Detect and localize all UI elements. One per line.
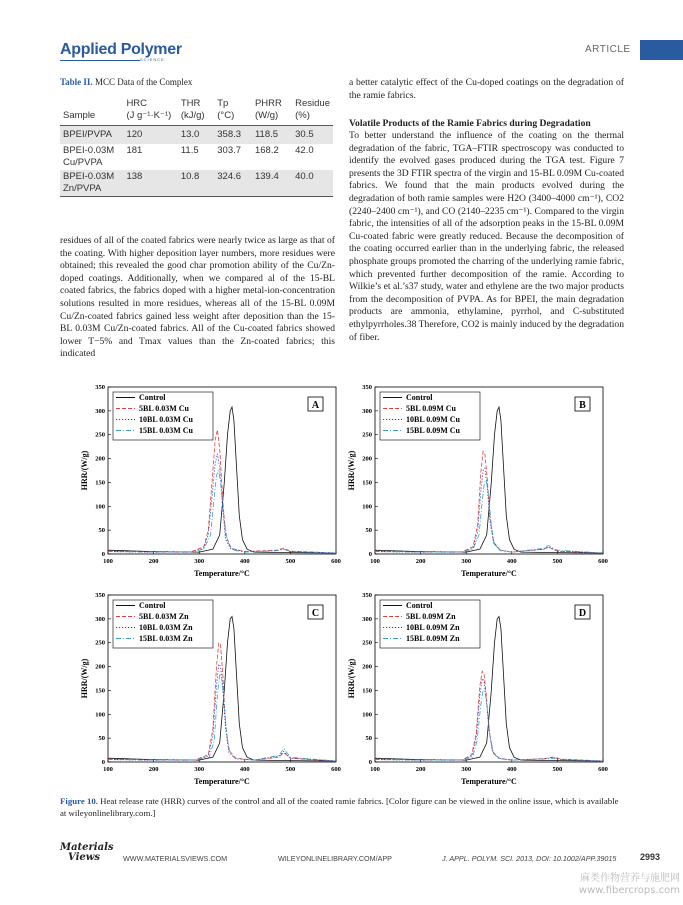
y-tick-label: 300: [95, 407, 105, 415]
y-tick-label: 200: [95, 663, 105, 671]
y-tick-label: 150: [95, 687, 105, 695]
x-tick-label: 100: [103, 766, 113, 773]
y-tick-label: 150: [362, 479, 372, 487]
y-tick-label: 350: [95, 592, 105, 599]
x-tick-label: 600: [331, 558, 341, 565]
hrr-chart-panel-d: [345, 590, 615, 790]
y-axis-label: HRR/(W/g): [347, 658, 356, 699]
y-tick-label: 300: [362, 407, 372, 415]
y-tick-label: 50: [365, 527, 372, 535]
series-line: [108, 430, 336, 553]
table-caption-text: MCC Data of the Complex: [92, 77, 193, 87]
table-header-cell: PHRR (W/g): [254, 98, 282, 121]
series-line: [375, 690, 603, 761]
x-tick-label: 100: [103, 558, 113, 565]
table-cell: 10.8: [180, 171, 200, 182]
table-row: [60, 170, 333, 197]
section-heading: Volatile Products of the Ramie Fabrics during Degradation: [349, 118, 591, 129]
legend-entry: 10BL 0.03M Cu: [139, 415, 194, 424]
table-cell: 120: [126, 129, 143, 140]
y-tick-label: 200: [362, 663, 372, 671]
x-tick-label: 500: [552, 766, 563, 773]
series-line: [108, 454, 336, 553]
materials-views-logo: Materials Views: [60, 842, 114, 863]
legend-entry: 15BL 0.09M Zn: [406, 634, 460, 643]
y-tick-label: 50: [365, 735, 372, 743]
x-axis-label: Temperature/°C: [194, 569, 250, 578]
table-header-cell: HRC (J g⁻¹·K⁻¹): [126, 98, 172, 121]
x-tick-label: 500: [285, 766, 296, 773]
legend-entry: 5BL 0.09M Zn: [406, 612, 456, 621]
series-line: [108, 643, 336, 761]
y-tick-label: 250: [362, 431, 372, 439]
section-color-bar: [640, 40, 683, 60]
x-tick-label: 200: [415, 558, 426, 565]
legend-entry: Control: [139, 601, 166, 610]
y-tick-label: 350: [95, 384, 105, 391]
x-tick-label: 300: [194, 766, 205, 773]
table-cell: 324.6: [217, 171, 242, 182]
x-tick-label: 300: [461, 558, 472, 565]
footer-library-link[interactable]: WILEYONLINELIBRARY.COM/APP: [278, 854, 392, 863]
y-tick-label: 150: [95, 479, 105, 487]
legend-entry: 10BL 0.09M Cu: [406, 415, 461, 424]
table-cell: 13.0: [180, 129, 200, 140]
table-cell: 11.5: [180, 145, 199, 156]
mcc-data-table: [60, 98, 333, 197]
legend-entry: 10BL 0.03M Zn: [139, 623, 193, 632]
y-tick-label: 50: [98, 735, 105, 743]
series-line: [375, 480, 603, 553]
legend-entry: 15BL 0.03M Zn: [139, 634, 193, 643]
series-line: [375, 468, 603, 553]
legend-entry: 15BL 0.03M Cu: [139, 426, 194, 435]
x-tick-label: 300: [461, 766, 472, 773]
legend-entry: Control: [406, 393, 433, 402]
table-header-cell: Tp (°C): [217, 98, 235, 121]
y-tick-label: 350: [362, 384, 372, 391]
legend-entry: 5BL 0.03M Cu: [139, 404, 190, 413]
x-axis-label: Temperature/°C: [194, 777, 250, 786]
table-cell: 42.0: [295, 145, 314, 156]
table-cell: BPEI-0.03M Zn/PVPA: [63, 171, 115, 194]
legend-entry: Control: [139, 393, 166, 402]
y-axis-label: HRR/(W/g): [80, 658, 89, 699]
legend-entry: 5BL 0.09M Cu: [406, 404, 457, 413]
x-tick-label: 400: [506, 558, 517, 565]
y-tick-label: 350: [362, 592, 372, 599]
y-tick-label: 100: [95, 711, 105, 719]
body-paragraph-left: residues of all of the coated fabrics were nearly twice as large as that of the coating. With higher deposition layer numbers, more residues were obtained; this revealed the good char promotion ability of the Cu/Zn-doped coatings. Additionally, when we compared al of the 15-BL coated fabrics, the fabrics doped with a higher metal-ion-concentration solutions resulted in more residues, whereas all of the 15-BL 0.09M Cu/Zn-coated fabrics gained less weight after deposition than the 15-BL 0.03M Cu/Zn-coated fabrics. All of the Cu-coated fabrics showed lower T−5% and Tmax values than the Zn-coated fabrics; this indicated: [60, 235, 335, 360]
x-tick-label: 200: [148, 558, 159, 565]
hrr-chart-panel-a: [78, 382, 348, 582]
x-tick-label: 200: [415, 766, 426, 773]
table-cell: BPEI-0.03M Cu/PVPA: [63, 145, 115, 168]
panel-letter: D: [578, 608, 587, 619]
y-axis-label: HRR/(W/g): [80, 450, 89, 491]
x-tick-label: 600: [331, 766, 341, 773]
legend-entry: 15BL 0.09M Cu: [406, 426, 461, 435]
x-tick-label: 400: [239, 766, 250, 773]
table-cell: 303.7: [217, 145, 242, 156]
y-tick-label: 100: [362, 711, 372, 719]
hrr-chart-panel-c: [78, 590, 348, 790]
legend-entry: 5BL 0.03M Zn: [139, 612, 189, 621]
y-tick-label: 200: [362, 455, 372, 463]
table-cell: 181: [126, 145, 143, 156]
journal-logo-subtitle: SCIENCE: [140, 57, 165, 62]
y-tick-label: 0: [101, 759, 105, 766]
table-header-cell: Residue (%): [295, 98, 330, 121]
table-cell: 118.5: [254, 129, 279, 140]
panel-letter: C: [311, 608, 320, 619]
hrr-chart-panel-b: [345, 382, 615, 582]
x-tick-label: 500: [285, 558, 296, 565]
y-tick-label: 300: [362, 615, 372, 623]
table-header-cell: Sample: [63, 110, 96, 121]
table-header-cell: THR (kJ/g): [180, 98, 205, 121]
y-tick-label: 0: [368, 759, 372, 766]
page-number: 2993: [640, 852, 661, 862]
y-tick-label: 50: [98, 527, 105, 535]
footer-citation: J. APPL. POLYM. SCI. 2013, DOI: 10.1002/APP.39015: [442, 854, 617, 863]
body-paragraph-right-2: To better understand the influence of the coating on the thermal degradation of the fabric, TGA–FTIR spectroscopy was conducted to identify the evolved gases produced during the TGA test. Figure 7 presents the 3D FTIR spectra of the virgin and 15-BL 0.09M Cu-coated fabrics. We found that the main products evolved during the degradation of both ramie samples were H2O (3400–4000 cm⁻¹), CO2 (2240–2400 cm⁻¹), and CO (2140–2235 cm⁻¹). Compared to the virgin fabric, the intensities of all of the adsorption peaks in the 15-BL 0.09M Cu-coated fabric were greatly reduced. Because the decomposition of the coating occurred earlier than in the underlying fabric, the released phosphate groups promoted the charring of the underlying ramie fabric, which prevented further decomposition of the ramie. According to Wilkie’s et al.’s37 study, water and ethylene are the two major products from the decomposition of PVPA. As for BPEI, the main degradation products are ammonia, ethylamine, pyrrhol, and C-substituted ethylpyrrholes.38 Therefore, CO2 is mainly induced by the degradation of fiber.: [349, 130, 624, 343]
y-tick-label: 0: [368, 551, 372, 558]
section-label: ARTICLE: [585, 44, 631, 55]
footer-website-link[interactable]: WWW.MATERIALSVIEWS.COM: [123, 854, 228, 863]
y-tick-label: 100: [95, 503, 105, 511]
x-axis-label: Temperature/°C: [461, 569, 517, 578]
y-tick-label: 300: [95, 615, 105, 623]
y-tick-label: 200: [95, 455, 105, 463]
body-paragraph-right-1: a better catalytic effect of the Cu-doped coatings on the degradation of the ramie fabrics.: [349, 77, 624, 101]
x-tick-label: 600: [598, 766, 608, 773]
x-tick-label: 400: [506, 766, 517, 773]
y-axis-label: HRR/(W/g): [347, 450, 356, 491]
table-cell: 40.0: [295, 171, 314, 182]
panel-letter: A: [311, 400, 320, 411]
x-tick-label: 500: [552, 558, 563, 565]
y-tick-label: 250: [362, 639, 372, 647]
table-caption: [60, 77, 192, 87]
journal-logo: Applied Polymer: [60, 41, 182, 58]
x-tick-label: 100: [370, 766, 380, 773]
x-tick-label: 200: [148, 766, 159, 773]
table-cell: 138: [126, 171, 143, 182]
y-tick-label: 0: [101, 551, 105, 558]
legend-entry: 10BL 0.09M Zn: [406, 623, 460, 632]
x-tick-label: 300: [194, 558, 205, 565]
figure-caption-text: Heat release rate (HRR) curves of the control and all of the coated ramie fabrics. [Color figure can be viewed in the online issue, which is available at wileyonlinelibrary.com.]: [60, 796, 619, 818]
x-tick-label: 600: [598, 558, 608, 565]
legend-entry: Control: [406, 601, 433, 610]
table-cell: 358.3: [217, 129, 242, 140]
table-row: [60, 126, 333, 145]
x-tick-label: 100: [370, 558, 380, 565]
logo-underline: [60, 60, 140, 61]
figure-caption-label: Figure 10.: [60, 796, 98, 806]
table-cell: 30.5: [295, 129, 314, 140]
table-cell: 168.2: [254, 145, 279, 156]
table-caption-label: Table II.: [60, 77, 93, 87]
x-tick-label: 400: [239, 558, 250, 565]
y-tick-label: 100: [362, 503, 372, 511]
y-tick-label: 250: [95, 639, 105, 647]
x-axis-label: Temperature/°C: [461, 777, 517, 786]
figure-caption: [60, 795, 624, 819]
y-tick-label: 250: [95, 431, 105, 439]
table-header-row: [60, 98, 333, 126]
table-cell: BPEI/PVPA: [63, 129, 112, 140]
watermark: 麻类作物营养与施肥网 www.fibercrops.com: [578, 873, 680, 896]
table-cell: 139.4: [254, 171, 279, 182]
y-tick-label: 150: [362, 687, 372, 695]
table-row: [60, 144, 333, 170]
panel-letter: B: [579, 400, 586, 411]
